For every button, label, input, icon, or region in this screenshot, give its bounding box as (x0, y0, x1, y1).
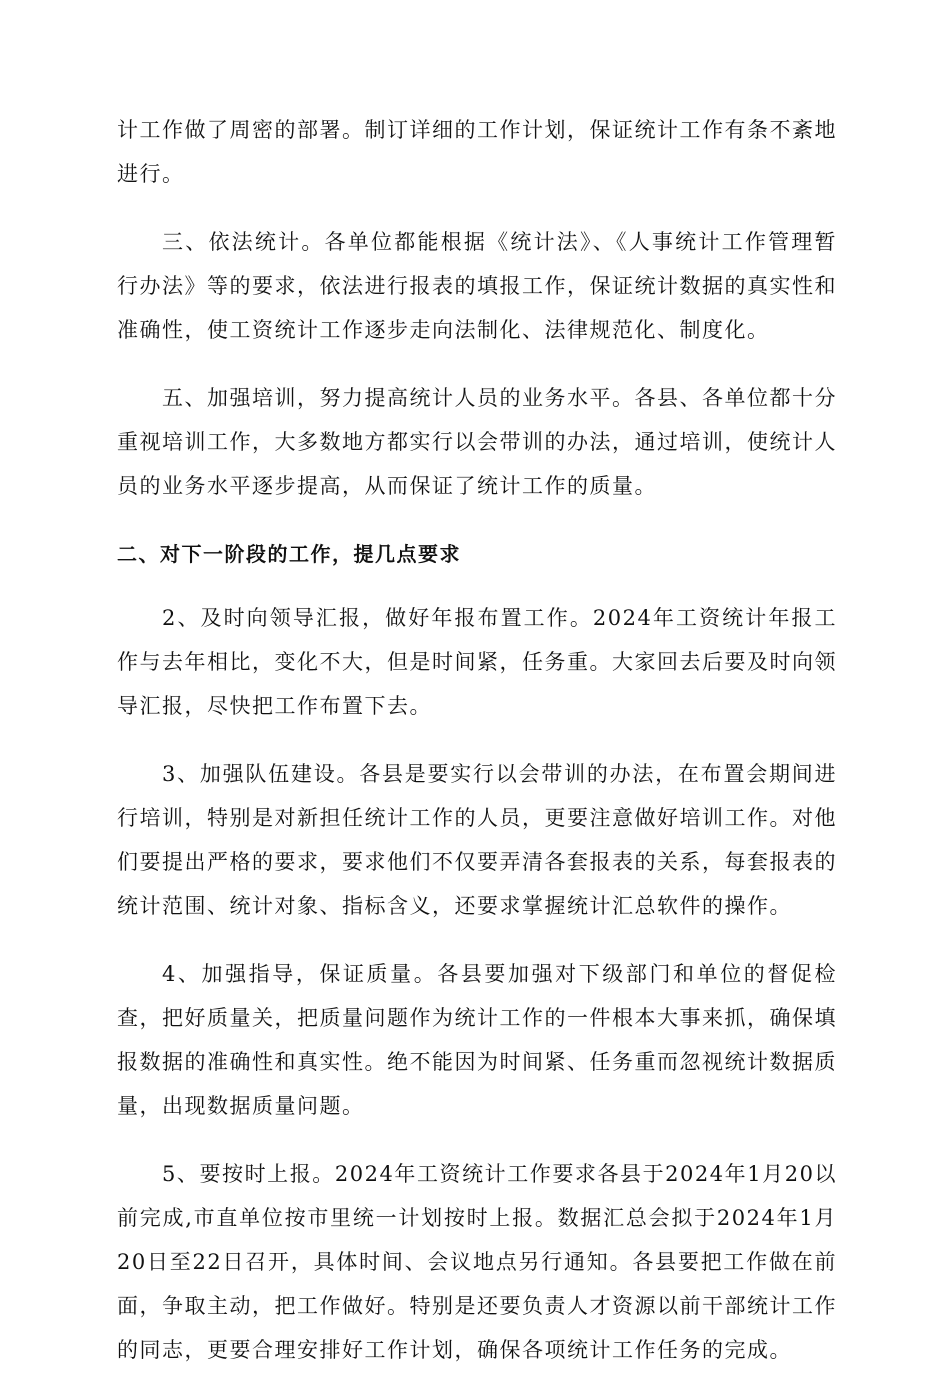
requirement-2: 2、及时向领导汇报，做好年报布置工作。2024年工资统计年报工作与去年相比，变化不大，但是时间紧，任务重。大家回去后要及时向领导汇报，尽快把工作布置下去。 (117, 606, 837, 718)
requirement-3: 3、加强队伍建设。各县是要实行以会带训的办法，在布置会期间进行培训，特别是对新担任统计工作的人员，更要注意做好培训工作。对他们要提出严格的要求，要求他们不仅要弄清各套报表的关系，每套报表的统计范围、统计对象、指标含义，还要求掌握统计汇总软件的操作。 (117, 762, 837, 918)
document-body (117, 108, 837, 1396)
requirement-4: 4、加强指导，保证质量。各县要加强对下级部门和单位的督促检查，把好质量关，把质量问题作为统计工作的一件根本大事来抓，确保填报数据的准确性和真实性。绝不能因为时间紧、任务重而忽视统计数据质量，出现数据质量问题。 (117, 962, 837, 1118)
paragraph-1: 计工作做了周密的部署。制订详细的工作计划，保证统计工作有条不紊地进行。 (117, 118, 837, 186)
section-heading: 二、对下一阶段的工作，提几点要求 (117, 542, 461, 566)
paragraph-item-5: 五、加强培训，努力提高统计人员的业务水平。各县、各单位都十分重视培训工作，大多数地方都实行以会带训的办法，通过培训，使统计人员的业务水平逐步提高，从而保证了统计工作的质量。 (117, 386, 837, 498)
paragraph-item-3: 三、依法统计。各单位都能根据《统计法》、《人事统计工作管理暂行办法》等的要求，依法进行报表的填报工作，保证统计数据的真实性和准确性，使工资统计工作逐步走向法制化、法律规范化、制度化。 (117, 230, 837, 342)
requirement-5: 5、要按时上报。2024年工资统计工作要求各县于2024年1月20以前完成,市直单位按市里统一计划按时上报。数据汇总会拟于2024年1月20日至22日召开，具体时间、会议地点另行通知。各县要把工作做在前面，争取主动，把工作做好。特别是还要负责人才资源以前干部统计工作的同志，更要合理安排好工作计划，确保各项统计工作任务的完成。 (117, 1162, 837, 1362)
